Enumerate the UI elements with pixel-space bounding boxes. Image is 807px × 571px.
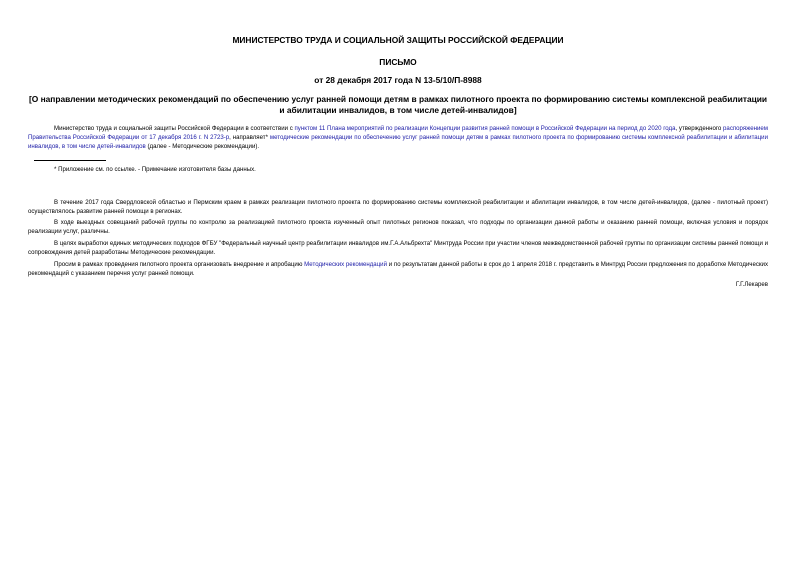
plan-item-11-link[interactable]: пунктом 11 Плана мероприятий по реализации Концепции развития ранней помощи в Российской Федерации на период до 2020 года: [294, 125, 676, 132]
paragraph-intro-text-d: (далее - Методические рекомендации).: [145, 143, 260, 151]
paragraph-request: [28, 260, 768, 278]
footnote-divider: [34, 160, 106, 161]
paragraph-intro-text-b: , утвержденного: [675, 125, 724, 132]
footnote-text: * Приложение см. по ссылке. - Примечание изготовителя базы данных.: [54, 166, 256, 173]
ministry-heading: МИНИСТЕРСТВО ТРУДА И СОЦИАЛЬНОЙ ЗАЩИТЫ РОССИЙСКОЙ ФЕДЕРАЦИИ: [232, 35, 564, 45]
government-order-link[interactable]: распоряжением Правительства Российской Федерации от 17 декабря 2016 г. N 2723-р: [28, 125, 768, 142]
paragraph-intro: [28, 124, 768, 151]
paragraph-intro-text-a: Министерство труда и социальной защиты Российской Федерации в соответствии с: [54, 125, 295, 132]
methodical-recommendations-link-2[interactable]: Методических рекомендаций: [304, 261, 387, 268]
paragraph-working-group: В ходе выездных совещаний рабочей группы по контролю за реализацией пилотного проекта изученный опыт пилотных регионов показал, что подходы по организации данной работы и оказанию ранней помощи, включая условия и порядок реализации услуг, различны.: [28, 219, 768, 236]
paragraph-pilot-regions: В течение 2017 года Свердловской областью и Пермским краем в рамках реализации пилотного проекта по формированию системы комплексной реабилитации и абилитации инвалидов, в том числе детей-инвалидов, (далее - пилотный проект) осуществлялось развитие ранней помощи в регионах.: [28, 199, 768, 216]
subject-heading: [О направлении методических рекомендаций по обеспечению услуг ранней помощи детям в рамках пилотного проекта по формированию системы комплексной реабилитации и абилитации инвалидов, в том числе детей-инвалидов]: [28, 94, 768, 115]
methodical-recommendations-link[interactable]: методические рекомендации по обеспечению услуг ранней помощи детям в рамках пилотного проекта по формированию системы комплексной реабилитации и абилитации инвалидов, в том числе детей-инвалидов: [28, 134, 768, 151]
paragraph-request-text-b: и по результатам данной работы в срок до 1 апреля 2018 г. представить в Минтруд России предложения по доработке Методических рекомендаций с указанием перечня услуг ранней помощи.: [28, 261, 769, 278]
paragraph-methodical-approaches: В целях выработки единых методических подходов ФГБУ "Федеральный научный центр реабилитации инвалидов им.Г.А.Альбрехта" Минтруда России при участии членов межведомственной рабочей группы по организации системы ранней помощи и сопровождения детей разработаны Методические рекомендации.: [28, 240, 768, 257]
paragraph-intro-text-c: , направляет*: [229, 134, 270, 142]
date-number-heading: от 28 декабря 2017 года N 13-5/10/П-8988: [314, 75, 482, 85]
document-page: [28, 0, 768, 571]
paragraph-request-text-a: Просим в рамках проведения пилотного проекта организовать внедрение и апробацию: [54, 261, 305, 268]
document-type-heading: ПИСЬМО: [379, 57, 417, 67]
signature: Г.Г.Лекарев: [735, 281, 768, 288]
